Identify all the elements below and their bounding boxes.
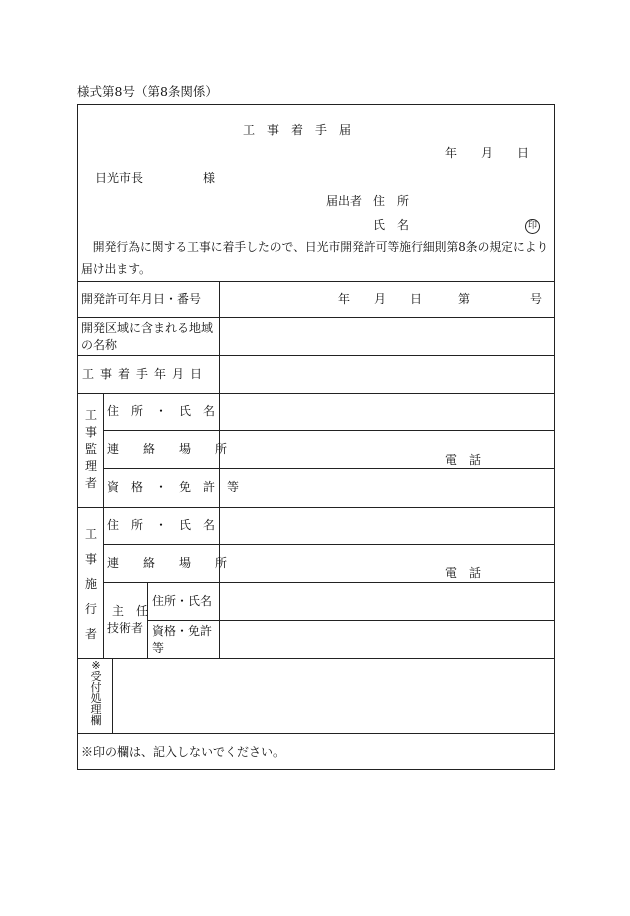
supervisor-phone-label: 電 話: [445, 453, 482, 467]
contractor-phone-label: 電 話: [445, 566, 482, 580]
group-char: 工: [84, 408, 97, 422]
chief-engineer-label: 技術者: [107, 621, 144, 635]
supervisor-group-label: [84, 409, 98, 489]
divider: [112, 658, 113, 733]
group-char: 事: [84, 552, 97, 566]
contractor-contact-label: 連 絡 場 所: [107, 556, 228, 570]
group-char: 施: [84, 577, 97, 591]
statement-line-2: 届け出ます。: [81, 262, 151, 276]
divider: [103, 582, 555, 583]
reception-char: ※: [91, 659, 101, 672]
chief-qualification-label: 等: [152, 641, 165, 655]
permit-label: 開発許可年月日・番号: [81, 292, 202, 306]
divider: [103, 468, 555, 469]
group-char: 理: [84, 459, 97, 473]
contractor-group-label: [84, 528, 98, 640]
divider: [77, 317, 555, 318]
seal-mark: 印: [525, 219, 540, 234]
form-title: 工 事 着 手 届: [243, 123, 352, 137]
divider: [77, 658, 555, 659]
addressee: 日光市長 様: [95, 171, 216, 185]
divider: [103, 544, 555, 545]
applicant-name-label: 氏 名: [373, 218, 410, 232]
chief-qualification-label: 資格・免許: [152, 624, 213, 638]
divider: [103, 430, 555, 431]
supervisor-address-name-label: 住 所 ・ 氏 名: [107, 404, 216, 418]
group-char: 者: [84, 476, 97, 490]
footnote: ※印の欄は、記入しないでください。: [81, 745, 286, 759]
supervisor-qualification-label: 資 格 ・ 免 許 等: [107, 480, 240, 494]
reception-char: 処: [90, 692, 102, 705]
chief-engineer-label: 主 任: [112, 604, 149, 618]
divider: [77, 507, 555, 508]
applicant-label: 届出者: [326, 194, 363, 208]
group-char: 工: [84, 527, 97, 541]
form-number-label: 様式第8号（第8条関係）: [77, 84, 218, 99]
divider: [77, 733, 555, 734]
permit-value: 年 月 日 第 号: [338, 292, 543, 306]
reception-label: [86, 660, 106, 726]
reception-char: 欄: [90, 714, 102, 727]
reception-char: 付: [90, 681, 102, 694]
group-char: 者: [84, 627, 97, 641]
divider: [147, 620, 555, 621]
contractor-address-name-label: 住 所 ・ 氏 名: [107, 518, 216, 532]
group-char: 監: [84, 442, 97, 456]
chief-address-name-label: 住所・氏名: [152, 594, 213, 608]
submission-date: 年 月 日: [445, 146, 530, 160]
area-label: の名称: [81, 338, 118, 352]
divider: [77, 393, 555, 394]
applicant-address-label: 住 所: [373, 194, 410, 208]
statement-line-1: 開発行為に関する工事に着手したので、日光市開発許可等施行細則第8条の規定により: [81, 240, 549, 254]
divider: [147, 582, 148, 658]
form-frame: [77, 104, 555, 770]
start-date-label: 工事着手年月日: [82, 367, 209, 381]
group-char: 行: [84, 602, 97, 616]
divider: [219, 281, 220, 658]
reception-char: 受: [90, 670, 102, 683]
divider: [77, 281, 555, 282]
supervisor-contact-label: 連 絡 場 所: [107, 442, 228, 456]
divider: [77, 355, 555, 356]
reception-char: 理: [90, 703, 102, 716]
group-char: 事: [84, 425, 97, 439]
area-label: 開発区域に含まれる地域: [81, 321, 214, 335]
divider: [103, 393, 104, 658]
